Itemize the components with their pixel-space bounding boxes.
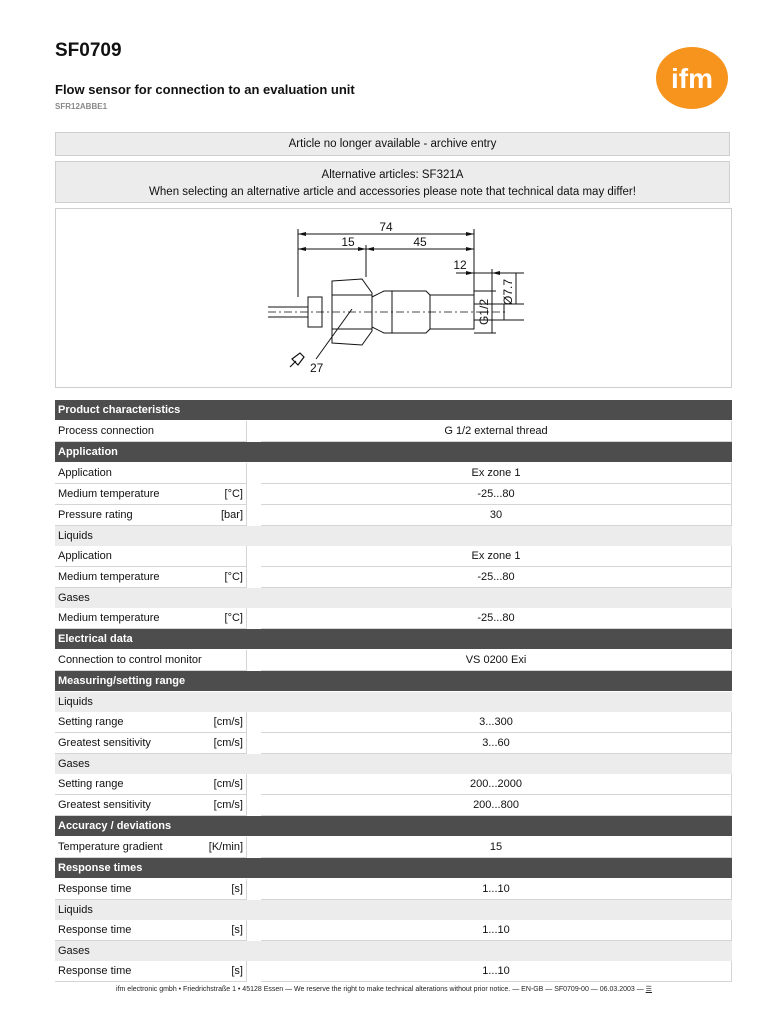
row-unit [208, 421, 247, 442]
table-row [55, 879, 732, 900]
row-unit: [s] [208, 961, 247, 982]
row-label: Response time [55, 879, 208, 900]
row-unit: [bar] [208, 505, 247, 526]
table-row [55, 463, 732, 484]
row-unit: [cm/s] [208, 712, 247, 733]
group-header [55, 941, 732, 962]
table-row [55, 546, 732, 567]
row-value: 1...10 [261, 920, 732, 941]
alternative-notice [55, 161, 730, 203]
table-row [55, 920, 732, 941]
row-unit: [°C] [208, 567, 247, 588]
document-icon[interactable]: ☰ [645, 986, 652, 993]
archive-notice [55, 132, 730, 156]
table-row [55, 421, 732, 442]
table-row [55, 567, 732, 588]
row-value: 200...800 [261, 795, 732, 816]
row-spacer [247, 712, 262, 733]
row-value: -25...80 [261, 484, 732, 505]
dim-overall: 74 [379, 220, 393, 234]
row-unit [208, 650, 247, 671]
row-spacer [247, 546, 262, 567]
row-unit: [s] [208, 920, 247, 941]
dim-tip: 12 [453, 258, 467, 272]
row-value: 1...10 [261, 879, 732, 900]
row-spacer [247, 505, 262, 526]
row-value: 200...2000 [261, 774, 732, 795]
group-title: Liquids [55, 526, 732, 547]
row-label: Response time [55, 920, 208, 941]
dim-thread: G1/2 [477, 298, 491, 325]
group-header [55, 754, 732, 775]
row-label: Process connection [55, 421, 208, 442]
section-header [55, 442, 732, 463]
row-label: Application [55, 463, 208, 484]
table-row [55, 733, 732, 754]
row-value: 30 [261, 505, 732, 526]
row-spacer [247, 920, 262, 941]
row-value: G 1/2 external thread [261, 421, 732, 442]
row-spacer [247, 961, 262, 982]
dimension-drawing [55, 208, 732, 388]
section-title: Response times [55, 858, 732, 879]
row-unit: [cm/s] [208, 795, 247, 816]
table-row [55, 505, 732, 526]
row-unit: [cm/s] [208, 774, 247, 795]
row-label: Connection to control monitor [55, 650, 208, 671]
row-spacer [247, 795, 262, 816]
dim-diameter: Ø7.7 [501, 278, 515, 305]
footer-text: ifm electronic gmbh • Friedrichstraße 1 • 45128 Essen — We reserve the right to make technical alterations without prior notice. — EN-GB — SF0709-00 — 06.03.2003 — [116, 986, 644, 993]
section-header [55, 858, 732, 879]
row-label: Medium temperature [55, 484, 208, 505]
table-row [55, 608, 732, 629]
page-title: SF0709 [55, 40, 122, 61]
footer [0, 985, 768, 993]
section-title: Product characteristics [55, 400, 732, 421]
row-value: VS 0200 Exi [261, 650, 732, 671]
row-spacer [247, 421, 262, 442]
section-title: Measuring/setting range [55, 671, 732, 692]
row-label: Temperature gradient [55, 837, 208, 858]
row-spacer [247, 733, 262, 754]
row-label: Greatest sensitivity [55, 733, 208, 754]
row-value: -25...80 [261, 608, 732, 629]
ifm-logo [655, 46, 729, 110]
table-row [55, 650, 732, 671]
dim-wrench: 27 [310, 361, 324, 375]
alternative-warning: When selecting an alternative article and accessories please note that technical data may differ! [149, 186, 636, 198]
table-row [55, 837, 732, 858]
row-spacer [247, 567, 262, 588]
row-unit: [°C] [208, 484, 247, 505]
row-spacer [247, 608, 262, 629]
svg-text:ifm: ifm [671, 63, 713, 94]
section-title: Electrical data [55, 629, 732, 650]
row-unit [208, 463, 247, 484]
wrench-icon [290, 353, 304, 367]
row-unit: [cm/s] [208, 733, 247, 754]
archive-text: Article no longer available - archive entry [288, 138, 497, 150]
row-label: Pressure rating [55, 505, 208, 526]
row-label: Setting range [55, 774, 208, 795]
group-header [55, 588, 732, 609]
dim-mid: 45 [413, 235, 427, 249]
alternative-articles[interactable]: Alternative articles: SF321A [321, 169, 464, 181]
section-title: Application [55, 442, 732, 463]
row-value: 3...300 [261, 712, 732, 733]
row-spacer [247, 484, 262, 505]
table-row [55, 795, 732, 816]
row-spacer [247, 463, 262, 484]
row-value: Ex zone 1 [261, 546, 732, 567]
group-header [55, 692, 732, 713]
section-header [55, 629, 732, 650]
group-title: Gases [55, 941, 732, 962]
dim-left: 15 [341, 235, 355, 249]
row-label: Setting range [55, 712, 208, 733]
table-row [55, 712, 732, 733]
row-label: Medium temperature [55, 567, 208, 588]
table-row [55, 961, 732, 982]
table-row [55, 484, 732, 505]
article-code: SFR12ABBE1 [55, 102, 108, 111]
row-spacer [247, 837, 262, 858]
row-unit: [K/min] [208, 837, 247, 858]
row-unit: [°C] [208, 608, 247, 629]
group-title: Liquids [55, 900, 732, 921]
sensor-drawing-svg [56, 209, 733, 389]
row-value: 3...60 [261, 733, 732, 754]
row-value: 1...10 [261, 961, 732, 982]
row-spacer [247, 774, 262, 795]
table-row [55, 774, 732, 795]
section-header [55, 671, 732, 692]
section-title: Accuracy / deviations [55, 816, 732, 837]
group-header [55, 526, 732, 547]
row-unit [208, 546, 247, 567]
row-value: Ex zone 1 [261, 463, 732, 484]
row-label: Application [55, 546, 208, 567]
row-label: Response time [55, 961, 208, 982]
row-label: Medium temperature [55, 608, 208, 629]
row-value: -25...80 [261, 567, 732, 588]
row-label: Greatest sensitivity [55, 795, 208, 816]
row-value: 15 [261, 837, 732, 858]
spec-table [55, 400, 732, 982]
row-spacer [247, 879, 262, 900]
product-subtitle: Flow sensor for connection to an evaluation unit [55, 82, 355, 97]
group-title: Gases [55, 588, 732, 609]
group-title: Liquids [55, 692, 732, 713]
row-unit: [s] [208, 879, 247, 900]
group-header [55, 900, 732, 921]
section-header [55, 816, 732, 837]
section-header [55, 400, 732, 421]
row-spacer [247, 650, 262, 671]
group-title: Gases [55, 754, 732, 775]
